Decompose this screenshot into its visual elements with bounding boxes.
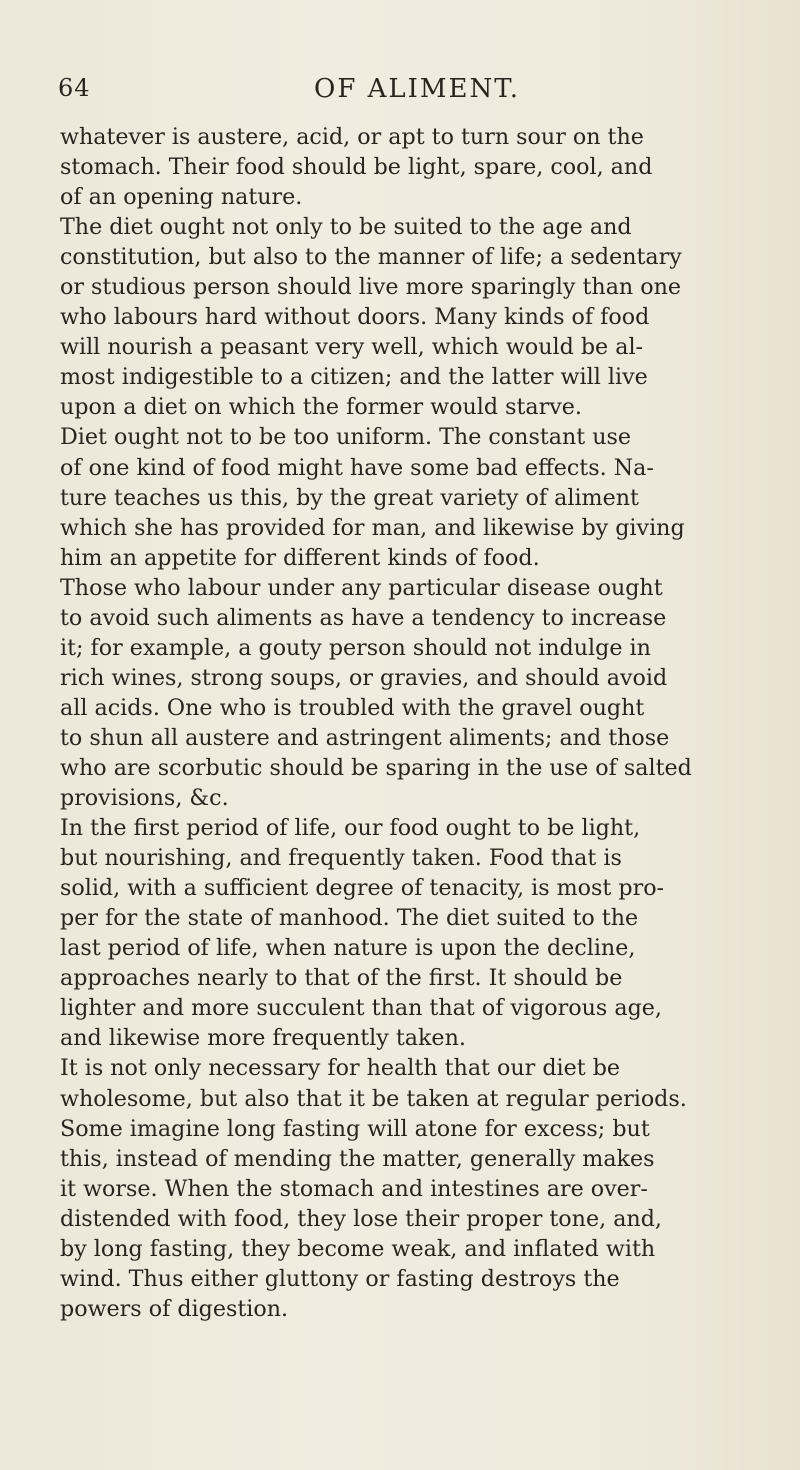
text-line: rich wines, strong soups, or gravies, and should avoid (60, 664, 668, 691)
text-line: upon a diet on which the former would starve. (60, 394, 582, 421)
text-line: who labours hard without doors. Many kinds of food (60, 304, 650, 331)
paragraph-start: It is not only necessary for health that our diet be (60, 1055, 621, 1082)
text-line: approaches nearly to that of the first. It should be (60, 965, 623, 992)
text-line: most indigestible to a citizen; and the latter will live (60, 364, 648, 391)
paragraph-start: The diet ought not only to be suited to the age and (60, 214, 632, 241)
text-line: powers of digestion. (60, 1295, 289, 1322)
text-line: of one kind of food might have some bad effects. Na- (60, 454, 654, 481)
text-line: all acids. One who is troubled with the gravel ought (60, 694, 645, 721)
text-line: to avoid such aliments as have a tendency to increase (60, 604, 667, 631)
text-line: provisions, &c. (60, 785, 229, 812)
paragraph-start: Diet ought not to be too uniform. The constant use (60, 424, 632, 451)
text-line: stomach. Their food should be light, spare, cool, and (60, 154, 653, 181)
text-line: wind. Thus either gluttony or fasting destroys the (60, 1265, 620, 1292)
body-text (60, 122, 760, 1324)
text-line: of an opening nature. (60, 184, 303, 211)
paragraph-start: In the first period of life, our food ought to be light, (60, 815, 641, 842)
text-line: or studious person should live more sparingly than one (60, 274, 682, 301)
text-line: but nourishing, and frequently taken. Food that is (60, 845, 622, 872)
text-line: wholesome, but also that it be taken at regular periods. (60, 1085, 687, 1112)
running-title: OF ALIMENT. (314, 74, 521, 104)
text-line: lighter and more succulent than that of vigorous age, (60, 995, 662, 1022)
text-line: solid, with a sufficient degree of tenacity, is most pro- (60, 875, 665, 902)
text-line: to shun all austere and astringent aliments; and those (60, 724, 670, 751)
text-line: which she has provided for man, and likewise by giving (60, 514, 685, 541)
text-line: per for the state of manhood. The diet suited to the (60, 905, 639, 932)
text-line: distended with food, they lose their proper tone, and, (60, 1205, 662, 1232)
page-number: 64 (58, 74, 91, 102)
text-line: Some imagine long fasting will atone for excess; but (60, 1115, 650, 1142)
text-line: it; for example, a gouty person should not indulge in (60, 634, 651, 661)
text-line: last period of life, when nature is upon the decline, (60, 935, 636, 962)
text-line: constitution, but also to the manner of life; a sedentary (60, 244, 682, 271)
text-line: it worse. When the stomach and intestines are over- (60, 1175, 648, 1202)
text-line: by long fasting, they become weak, and inflated with (60, 1235, 656, 1262)
text-line: who are scorbutic should be sparing in the use of salted (60, 754, 692, 781)
text-line: him an appetite for different kinds of food. (60, 544, 540, 571)
text-line: and likewise more frequently taken. (60, 1025, 466, 1052)
text-line: will nourish a peasant very well, which would be al- (60, 334, 644, 361)
running-head (58, 74, 758, 114)
text-line: ture teaches us this, by the great variety of aliment (60, 484, 639, 511)
text-line: this, instead of mending the matter, generally makes (60, 1145, 655, 1172)
text-line: whatever is austere, acid, or apt to turn sour on the (60, 124, 644, 150)
paragraph-start: Those who labour under any particular disease ought (60, 574, 663, 601)
